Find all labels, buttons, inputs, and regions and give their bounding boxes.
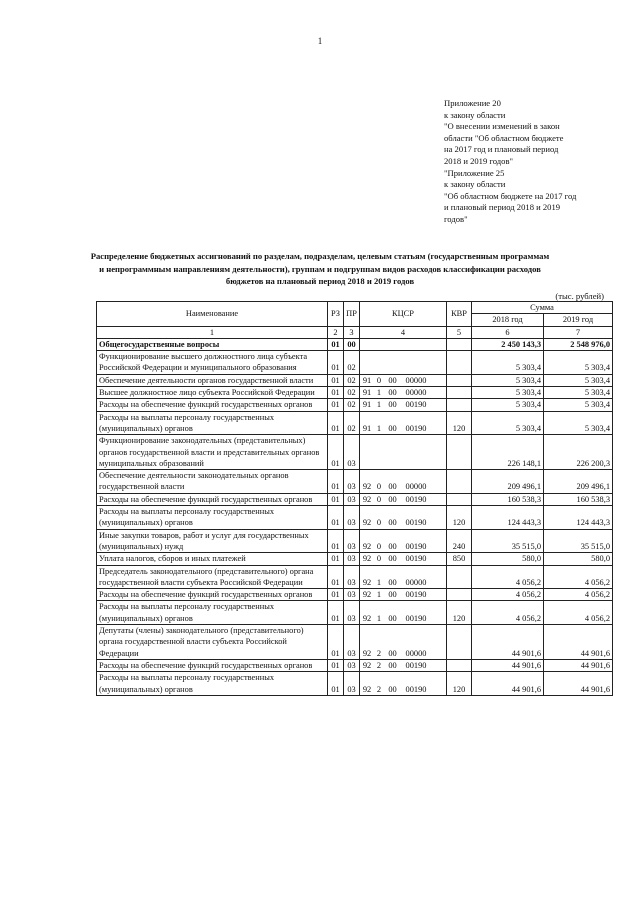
row-kcsr [360,672,447,696]
row-2018: 44 901,6 [472,625,544,660]
column-index-row [97,326,613,338]
row-pr: 03 [344,470,360,494]
row-kvr [447,374,472,386]
column-index-cell: 6 [472,326,544,338]
kcsr-part: 00190 [405,494,427,504]
row-pr: 02 [344,387,360,399]
row-kcsr [360,565,447,589]
row-pr: 03 [344,493,360,505]
row-name: Расходы на обеспечение функций государственных органов [97,659,328,671]
kcsr-part: 00190 [405,400,427,410]
appendix-line: годов" [444,213,468,224]
row-kcsr [360,399,447,411]
kcsr-part: 00190 [405,541,427,551]
row-rz: 01 [328,553,344,565]
row-pr: 03 [344,672,360,696]
kcsr-part: 1 [376,423,382,433]
kcsr-part: 1 [376,577,382,587]
kcsr-part: 91 [362,423,372,433]
row-2018: 5 303,4 [472,374,544,386]
row-2019: 5 303,4 [544,387,613,399]
table-row [97,387,613,399]
row-kcsr [360,529,447,553]
row-kcsr [360,506,447,530]
row-2018: 4 056,2 [472,589,544,601]
row-kvr [447,589,472,601]
column-index-cell: 2 [328,326,344,338]
table-row [97,470,613,494]
table-row [97,338,613,350]
row-name: Расходы на выплаты персоналу государственных (муниципальных) органов [97,506,328,530]
row-kcsr [360,601,447,625]
row-kcsr [360,553,447,565]
row-pr: 02 [344,351,360,375]
kcsr-part: 92 [362,494,372,504]
row-rz: 01 [328,387,344,399]
row-rz: 01 [328,672,344,696]
table-row [97,374,613,386]
table-row [97,672,613,696]
kcsr-part: 92 [362,554,372,564]
row-kvr: 120 [447,601,472,625]
row-name: Обеспечение деятельности законодательных органов государственной власти [97,470,328,494]
kcsr-part: 00 [388,660,397,670]
header-rz: РЗ [328,302,344,327]
row-rz: 01 [328,374,344,386]
kcsr-part: 0 [376,482,382,492]
appendix-block [444,98,604,226]
header-name: Наименование [97,302,328,327]
kcsr-part: 00000 [405,388,427,398]
row-2018: 580,0 [472,553,544,565]
appendix-line: "Об областном бюджете на 2017 год [444,190,577,201]
kcsr-part: 92 [362,613,372,623]
row-2018: 5 303,4 [472,399,544,411]
row-kvr [447,387,472,399]
row-name: Уплата налогов, сборов и иных платежей [97,553,328,565]
kcsr-part: 1 [376,388,382,398]
row-pr: 02 [344,374,360,386]
row-rz: 01 [328,338,344,350]
kcsr-part: 00190 [405,684,427,694]
kcsr-part: 00190 [405,518,427,528]
table-row [97,529,613,553]
row-kvr [447,659,472,671]
row-2019: 160 538,3 [544,493,613,505]
row-2019: 5 303,4 [544,399,613,411]
row-kcsr [360,411,447,435]
row-2019: 44 901,6 [544,625,613,660]
column-index-cell: 1 [97,326,328,338]
row-rz: 01 [328,506,344,530]
row-kvr [447,338,472,350]
row-rz: 01 [328,589,344,601]
table-row [97,351,613,375]
row-kvr [447,470,472,494]
row-name: Высшее должностное лицо субъекта Российской Федерации [97,387,328,399]
row-name: Депутаты (члены) законодательного (представительного) органа государственной власти субъекта Российской Федерации [97,625,328,660]
row-2018: 160 538,3 [472,493,544,505]
row-rz: 01 [328,601,344,625]
row-kvr: 120 [447,506,472,530]
column-index-cell: 5 [447,326,472,338]
row-kvr [447,351,472,375]
row-kcsr [360,493,447,505]
column-index-cell: 4 [360,326,447,338]
budget-table [96,301,613,696]
row-pr: 03 [344,506,360,530]
row-2019: 4 056,2 [544,589,613,601]
kcsr-part: 92 [362,518,372,528]
header-kcsr: КЦСР [360,302,447,327]
kcsr-part: 0 [376,518,382,528]
row-2019: 226 200,3 [544,435,613,470]
row-pr: 03 [344,589,360,601]
kcsr-part: 00 [388,400,397,410]
row-2019: 5 303,4 [544,374,613,386]
row-rz: 01 [328,411,344,435]
row-2018: 44 901,6 [472,672,544,696]
row-kcsr [360,589,447,601]
kcsr-part: 00190 [405,590,427,600]
kcsr-part: 1 [376,613,382,623]
row-kcsr [360,435,447,470]
row-2019: 209 496,1 [544,470,613,494]
kcsr-part: 0 [376,554,382,564]
kcsr-part: 91 [362,388,372,398]
row-kcsr [360,338,447,350]
kcsr-part: 91 [362,375,372,385]
units-label: (тыс. рублей) [555,291,604,301]
appendix-line: области "Об областном бюджете [444,132,564,143]
table-row [97,435,613,470]
kcsr-part: 1 [376,400,382,410]
appendix-line: 2018 и 2019 годов" [444,155,514,166]
kcsr-part: 92 [362,660,372,670]
row-pr: 03 [344,625,360,660]
row-2019: 5 303,4 [544,351,613,375]
kcsr-part: 00 [388,554,397,564]
row-kvr [447,565,472,589]
row-kcsr [360,659,447,671]
table-row [97,589,613,601]
kcsr-part: 91 [362,400,372,410]
header-kvr: КВР [447,302,472,327]
appendix-line: "О внесении изменений в закон [444,121,560,132]
row-2018: 124 443,3 [472,506,544,530]
kcsr-part: 00190 [405,613,427,623]
row-name: Расходы на выплаты персоналу государственных (муниципальных) органов [97,601,328,625]
row-name: Расходы на обеспечение функций государственных органов [97,493,328,505]
kcsr-part: 92 [362,482,372,492]
row-pr: 03 [344,435,360,470]
kcsr-part: 00190 [405,660,427,670]
header-2018: 2018 год [472,314,544,326]
row-2018: 5 303,4 [472,351,544,375]
kcsr-part: 92 [362,684,372,694]
kcsr-part: 92 [362,590,372,600]
row-kcsr [360,470,447,494]
kcsr-part: 00000 [405,577,427,587]
kcsr-part: 2 [376,648,382,658]
appendix-line: к закону области [444,179,506,190]
table-row [97,493,613,505]
row-pr: 03 [344,659,360,671]
kcsr-part: 92 [362,541,372,551]
kcsr-part: 00 [388,590,397,600]
row-2019: 5 303,4 [544,411,613,435]
row-name: Функционирование высшего должностного лица субъекта Российской Федерации и муниципального образования [97,351,328,375]
column-index-cell: 7 [544,326,613,338]
row-rz: 01 [328,529,344,553]
appendix-line: Приложение 20 [444,98,501,108]
table-row [97,506,613,530]
kcsr-part: 00190 [405,423,427,433]
row-kcsr [360,387,447,399]
row-2018: 2 450 143,3 [472,338,544,350]
row-2018: 5 303,4 [472,411,544,435]
kcsr-part: 00 [388,518,397,528]
row-2018: 226 148,1 [472,435,544,470]
kcsr-part: 00000 [405,482,427,492]
table-row [97,601,613,625]
header-pr: ПР [344,302,360,327]
page-number: 1 [317,36,323,46]
appendix-line: к закону области [444,109,506,120]
row-name: Расходы на обеспечение функций государственных органов [97,589,328,601]
row-kvr [447,625,472,660]
row-2018: 35 515,0 [472,529,544,553]
row-pr: 03 [344,529,360,553]
row-2019: 44 901,6 [544,672,613,696]
kcsr-part: 00 [388,648,397,658]
kcsr-part: 00 [388,388,397,398]
table-row [97,659,613,671]
row-2019: 44 901,6 [544,659,613,671]
row-kvr [447,399,472,411]
row-kcsr [360,351,447,375]
row-2018: 209 496,1 [472,470,544,494]
row-kvr: 120 [447,411,472,435]
row-pr: 03 [344,553,360,565]
kcsr-part: 00 [388,541,397,551]
row-2018: 4 056,2 [472,601,544,625]
row-name: Расходы на выплаты персоналу государственных (муниципальных) органов [97,672,328,696]
kcsr-part: 00000 [405,375,427,385]
kcsr-part: 2 [376,684,382,694]
kcsr-part: 00 [388,684,397,694]
row-kvr [447,493,472,505]
row-rz: 01 [328,659,344,671]
table-row [97,565,613,589]
kcsr-part: 00 [388,494,397,504]
kcsr-part: 2 [376,660,382,670]
row-rz: 01 [328,493,344,505]
row-kvr [447,435,472,470]
row-pr: 02 [344,411,360,435]
kcsr-part: 00000 [405,648,427,658]
table-row [97,411,613,435]
row-name: Обеспечение деятельности органов государственной власти [97,374,328,386]
row-name: Функционирование законодательных (представительных) органов государственной власти и представительных органов муниципальных образований [97,435,328,470]
appendix-line: на 2017 год и плановый период [444,144,559,155]
row-kvr: 240 [447,529,472,553]
kcsr-part: 00 [388,613,397,623]
row-kvr: 850 [447,553,472,565]
row-name: Председатель законодательного (представительного) органа государственной власти субъекта Российской Федерации [97,565,328,589]
kcsr-part: 0 [376,375,382,385]
kcsr-part: 00 [388,423,397,433]
kcsr-part: 00 [388,375,397,385]
table-row [97,399,613,411]
row-2019: 124 443,3 [544,506,613,530]
row-pr: 03 [344,601,360,625]
appendix-line: "Приложение 25 [444,167,505,178]
kcsr-part: 00190 [405,554,427,564]
row-pr: 00 [344,338,360,350]
column-index-cell: 3 [344,326,360,338]
row-kvr: 120 [447,672,472,696]
row-rz: 01 [328,435,344,470]
row-2018: 5 303,4 [472,387,544,399]
row-name: Общегосударственные вопросы [97,338,328,350]
appendix-line: и плановый период 2018 и 2019 [444,202,561,213]
kcsr-part: 92 [362,648,372,658]
kcsr-part: 00 [388,482,397,492]
kcsr-part: 0 [376,494,382,504]
row-kcsr [360,374,447,386]
header-2019: 2019 год [544,314,613,326]
row-rz: 01 [328,565,344,589]
row-2018: 4 056,2 [472,565,544,589]
header-sum: Сумма [472,302,613,314]
row-pr: 02 [344,399,360,411]
row-pr: 03 [344,565,360,589]
row-2019: 4 056,2 [544,565,613,589]
row-rz: 01 [328,470,344,494]
table-row [97,625,613,660]
row-2019: 2 548 976,0 [544,338,613,350]
row-name: Расходы на выплаты персоналу государственных (муниципальных) органов [97,411,328,435]
row-name: Расходы на обеспечение функций государственных органов [97,399,328,411]
kcsr-part: 1 [376,590,382,600]
kcsr-part: 00 [388,577,397,587]
row-2019: 580,0 [544,553,613,565]
kcsr-part: 0 [376,541,382,551]
row-2018: 44 901,6 [472,659,544,671]
row-2019: 35 515,0 [544,529,613,553]
row-rz: 01 [328,625,344,660]
row-kcsr [360,625,447,660]
row-rz: 01 [328,399,344,411]
row-name: Иные закупки товаров, работ и услуг для государственных (муниципальных) нужд [97,529,328,553]
row-rz: 01 [328,351,344,375]
table-row [97,553,613,565]
kcsr-part: 92 [362,577,372,587]
row-2019: 4 056,2 [544,601,613,625]
document-title: Распределение бюджетных ассигнований по разделам, подразделам, целевым статьям (государственным программам и непрограммным направлениям деятельности), группам и подгруппам видов расходов классификации расходов бюджетов на плановый период 2018 и 2019 годов [90,251,550,286]
